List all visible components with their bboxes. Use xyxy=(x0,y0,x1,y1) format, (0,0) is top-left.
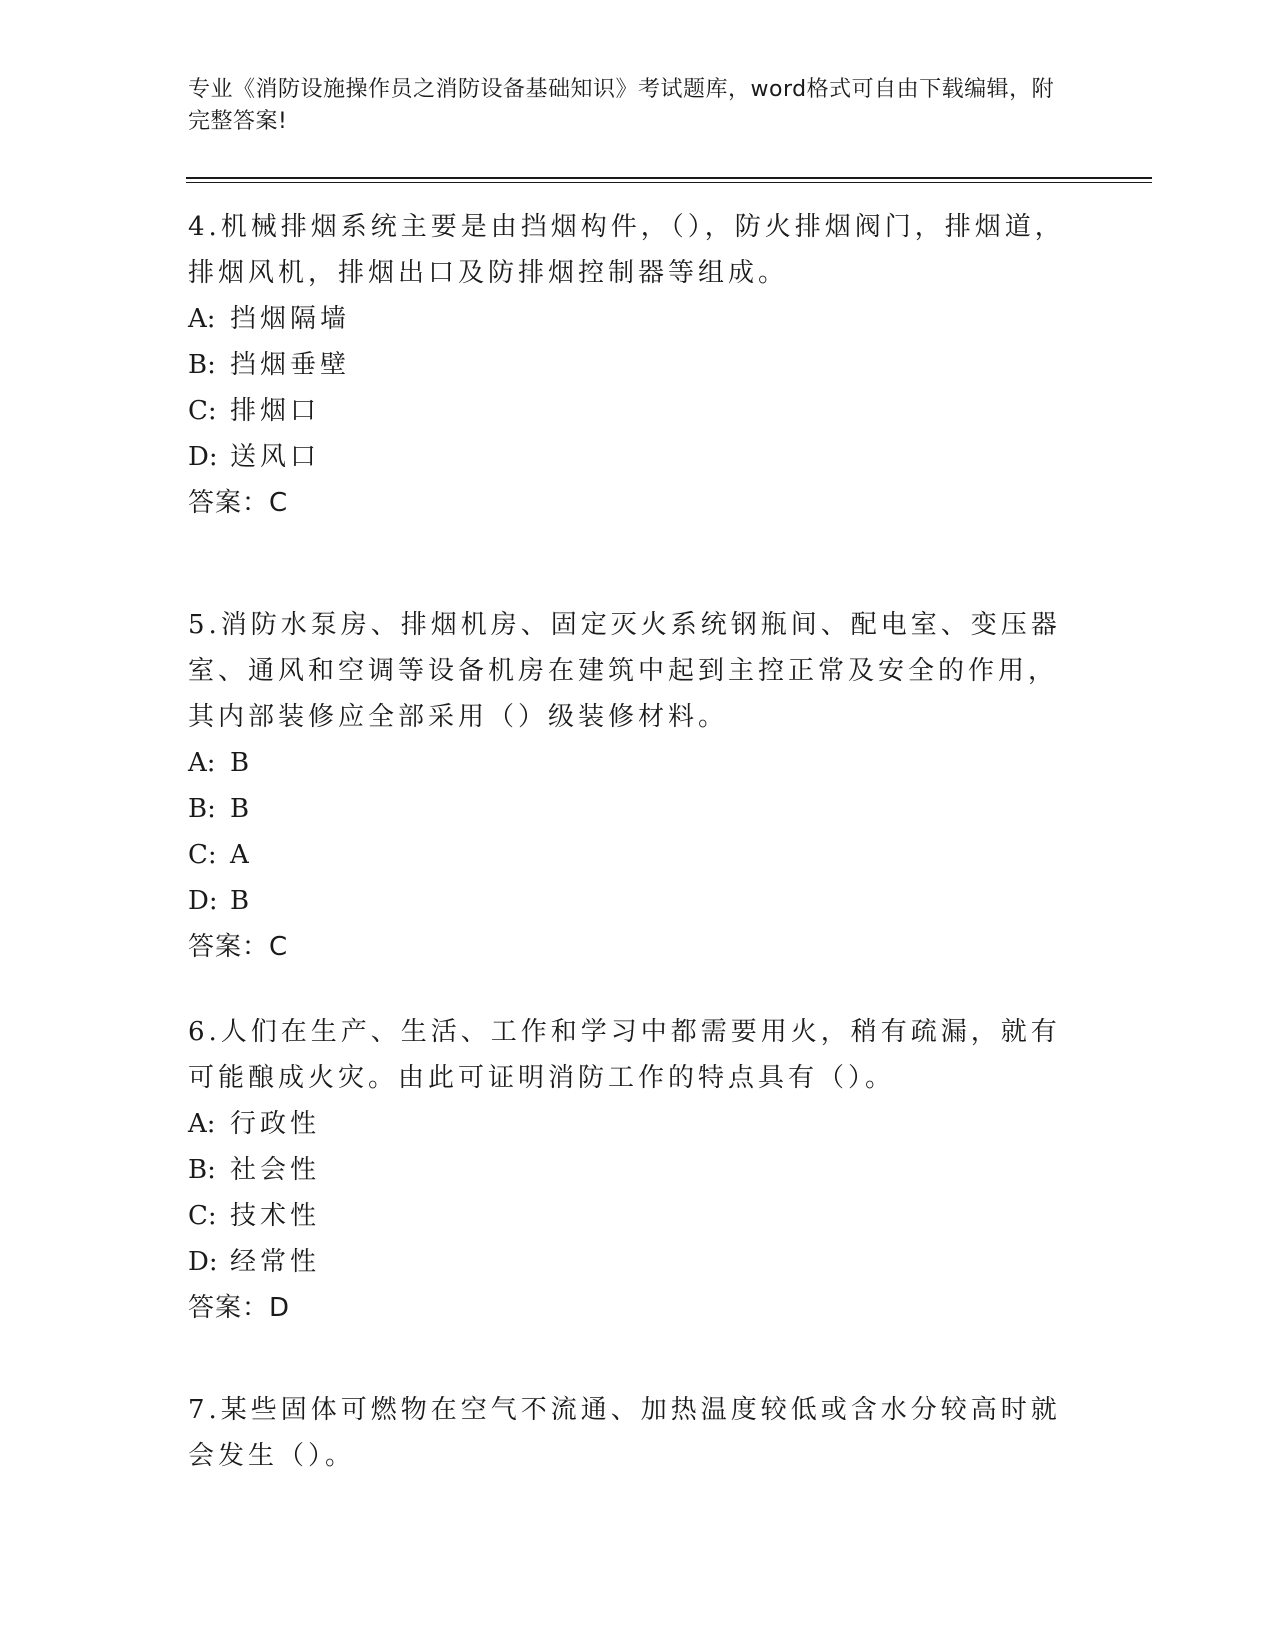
option-b xyxy=(188,342,1068,388)
option-key: C: xyxy=(188,396,217,426)
option-text: 技术性 xyxy=(230,1201,321,1231)
option-key: C: xyxy=(188,1201,217,1231)
option-key: B: xyxy=(188,794,216,824)
option-d xyxy=(188,1239,1068,1285)
document-intro: 专业《消防设施操作员之消防设备基础知识》考试题库，word格式可自由下载编辑，附完整答案! xyxy=(188,77,1055,134)
answer: 答案：D xyxy=(188,1293,291,1323)
option-c xyxy=(188,388,1068,434)
option-key: A: xyxy=(188,748,216,778)
option-text: 经常性 xyxy=(230,1247,321,1277)
question-stem: 4.机械排烟系统主要是由挡烟构件，（），防火排烟阀门，排烟道，排烟风机，排烟出口及防排烟控制器等组成。 xyxy=(188,212,1065,288)
option-text: 挡烟垂壁 xyxy=(230,350,351,380)
question-7 xyxy=(188,1387,1068,1479)
option-b xyxy=(188,1147,1068,1193)
option-b xyxy=(188,786,1068,832)
question-stem: 6.人们在生产、生活、工作和学习中都需要用火，稍有疏漏，就有可能酿成火灾。由此可证明消防工作的特点具有（）。 xyxy=(188,1017,1061,1093)
option-key: B: xyxy=(188,1155,216,1185)
question-5 xyxy=(188,602,1068,970)
question-stem: 5.消防水泵房、排烟机房、固定灭火系统钢瓶间、配电室、变压器室、通风和空调等设备机房在建筑中起到主控正常及安全的作用，其内部装修应全部采用（）级装修材料。 xyxy=(188,610,1061,732)
question-stem: 7.某些固体可燃物在空气不流通、加热温度较低或含水分较高时就会发生（）。 xyxy=(188,1395,1061,1471)
option-text: 行政性 xyxy=(230,1109,321,1139)
option-d xyxy=(188,878,1068,924)
option-c xyxy=(188,1193,1068,1239)
option-key: D: xyxy=(188,442,218,472)
option-text: 送风口 xyxy=(230,442,321,472)
header-divider-thick xyxy=(186,177,1152,179)
option-key: A: xyxy=(188,304,216,334)
option-c xyxy=(188,832,1068,878)
option-d xyxy=(188,434,1068,480)
option-text: B xyxy=(230,748,254,778)
question-6 xyxy=(188,1009,1068,1331)
option-key: D: xyxy=(188,886,218,916)
header-divider-thin xyxy=(186,182,1152,183)
option-key: B: xyxy=(188,350,216,380)
option-a xyxy=(188,1101,1068,1147)
option-text: 排烟口 xyxy=(230,396,321,426)
option-text: 社会性 xyxy=(230,1155,321,1185)
option-key: A: xyxy=(188,1109,216,1139)
answer: 答案：C xyxy=(188,488,289,518)
option-key: D: xyxy=(188,1247,218,1277)
option-text: B xyxy=(230,794,254,824)
option-a xyxy=(188,296,1068,342)
answer: 答案：C xyxy=(188,932,289,962)
option-a xyxy=(188,740,1068,786)
option-text: B xyxy=(230,886,254,916)
option-key: C: xyxy=(188,840,217,870)
option-text: 挡烟隔墙 xyxy=(230,304,351,334)
question-4 xyxy=(188,204,1068,526)
option-text: A xyxy=(230,840,253,870)
